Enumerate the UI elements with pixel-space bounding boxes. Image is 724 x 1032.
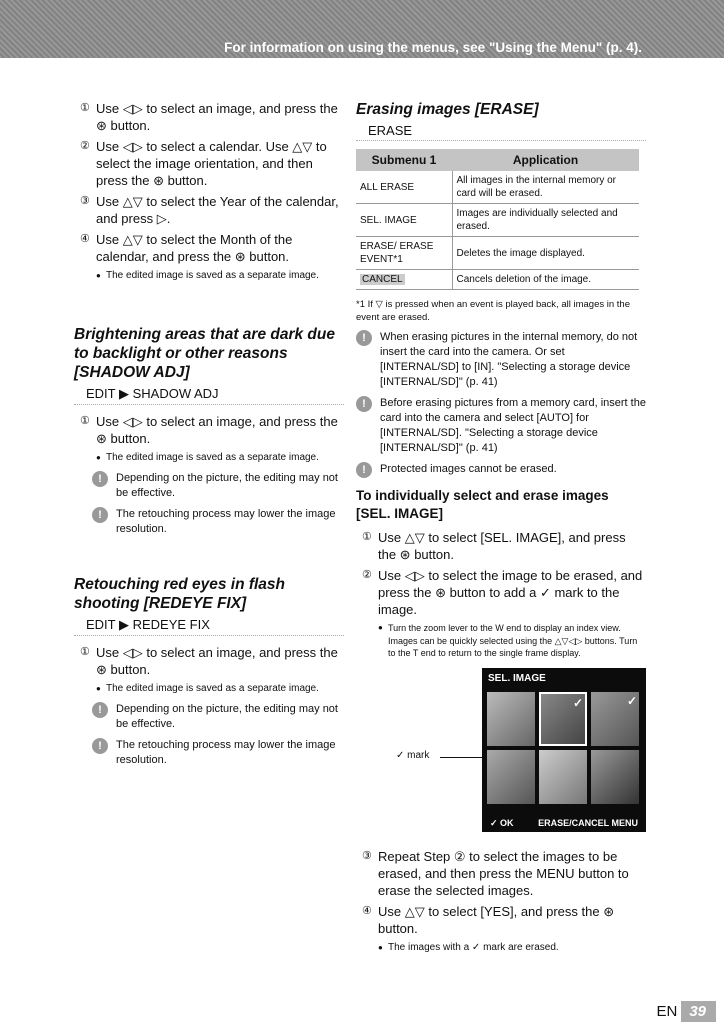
shadow-step-1: ① Use ◁▷ to select an image, and press the ⊛ button. bbox=[80, 414, 338, 446]
erase-cancel-indicator: ERASE/CANCEL MENU bbox=[538, 817, 638, 828]
erase-title: Erasing images [ERASE] bbox=[356, 101, 539, 118]
ok-indicator: ✓ OK bbox=[490, 817, 514, 828]
redeye-step-1: ① Use ◁▷ to select an image, and press the ⊛ button. bbox=[80, 645, 338, 677]
final-step-4: ④ Use △▽ to select [YES], and press the ⊛ button. bbox=[362, 903, 615, 936]
thumbnail-selected bbox=[539, 692, 587, 746]
check-icon: ✓ bbox=[626, 693, 637, 708]
sel-image-title: To individually select and erase images [SEL. IMAGE] bbox=[356, 488, 609, 521]
table-row: ALL ERASE All images in the internal memory or card will be erased. bbox=[356, 171, 639, 204]
thumbnail bbox=[591, 692, 639, 746]
thumbnail bbox=[487, 692, 535, 746]
caution-icon: ! bbox=[356, 462, 372, 478]
banner-text: For information on using the menus, see "Using the Menu" (p. 4). bbox=[224, 40, 642, 55]
sel-bullet: ● Turn the zoom lever to the W end to display an index view. Images can be quickly selected using the △▽◁▷ buttons. Turn to the T end to return to the single frame display. bbox=[356, 622, 646, 660]
calendar-bullet: ● The edited image is saved as a separate image. bbox=[74, 269, 344, 283]
sel-step-1: ① Use △▽ to select [SEL. IMAGE], and press the ⊛ button. bbox=[362, 530, 626, 562]
final-bullet: ● The images with a ✓ mark are erased. bbox=[356, 941, 646, 955]
thumbnail bbox=[591, 750, 639, 804]
redeye-note-2: ! The retouching process may lower the image resolution. bbox=[74, 738, 344, 768]
caution-icon: ! bbox=[92, 507, 108, 523]
redeye-bullet: ● The edited image is saved as a separate image. bbox=[74, 682, 344, 696]
sel-step-2: ② Use ◁▷ to select the image to be erased, and press the ⊛ button to add a ✓ mark to the image. bbox=[362, 568, 643, 617]
camera-screen-title: SEL. IMAGE bbox=[488, 672, 546, 684]
redeye-title: Retouching red eyes in flash shooting [REDEYE FIX] bbox=[74, 576, 286, 612]
final-step-3: ③ Repeat Step ② to select the images to be erased, and then press the MENU button to erase the selected images. bbox=[362, 848, 629, 898]
thumbnail bbox=[487, 750, 535, 804]
caution-icon: ! bbox=[92, 738, 108, 754]
check-icon: ✓ bbox=[572, 695, 583, 710]
redeye-menu-path: EDIT ▶ REDEYE FIX bbox=[74, 615, 344, 636]
caution-icon: ! bbox=[92, 702, 108, 718]
shadow-title: Brightening areas that are dark due to backlight or other reasons [SHADOW ADJ] bbox=[74, 326, 335, 381]
shadow-menu-path: EDIT ▶ SHADOW ADJ bbox=[74, 384, 344, 405]
caution-icon: ! bbox=[92, 471, 108, 487]
table-row: ERASE/ ERASE EVENT*1 Deletes the image displayed. bbox=[356, 237, 639, 270]
calendar-step-3: ③ Use △▽ to select the Year of the calendar, and press ▷. bbox=[80, 194, 339, 226]
caution-icon: ! bbox=[356, 396, 372, 412]
shadow-note-2: ! The retouching process may lower the image resolution. bbox=[74, 507, 344, 537]
caution-icon: ! bbox=[356, 330, 372, 346]
shadow-bullet: ● The edited image is saved as a separate image. bbox=[74, 451, 344, 465]
erase-note-3: ! Protected images cannot be erased. bbox=[356, 462, 646, 477]
erase-table-header: Submenu 1 Application bbox=[356, 149, 639, 171]
shadow-note-1: ! Depending on the picture, the editing may not be effective. bbox=[74, 471, 344, 501]
right-column bbox=[356, 100, 646, 959]
calendar-step-1: ① Use ◁▷ to select an image, and press the ⊛ button. bbox=[80, 101, 338, 133]
camera-footer bbox=[482, 814, 646, 832]
thumbnail-grid bbox=[487, 692, 641, 806]
header-banner bbox=[0, 0, 724, 58]
erase-note-2: ! Before erasing pictures from a memory card, insert the card into the camera and select [AUTO] for [INTERNAL/SD]. "Selecting a storage device [INTERNAL/SD]" (p. 41) bbox=[356, 396, 646, 456]
camera-illustration bbox=[356, 668, 646, 838]
mark-label: ✓ mark bbox=[396, 749, 430, 761]
table-row: CANCEL Cancels deletion of the image. bbox=[356, 270, 639, 290]
page-number: EN 39 bbox=[656, 1001, 716, 1022]
thumbnail bbox=[539, 750, 587, 804]
camera-screen bbox=[482, 668, 646, 832]
redeye-note-1: ! Depending on the picture, the editing may not be effective. bbox=[74, 702, 344, 732]
erase-table bbox=[356, 149, 639, 290]
erase-note-1: ! When erasing pictures in the internal memory, do not insert the card into the camera. Or set [INTERNAL/SD] to [IN]. "Selecting a storage device [INTERNAL/SD]" (p. 41) bbox=[356, 330, 646, 390]
left-column bbox=[74, 100, 344, 774]
calendar-step-4: ④ Use △▽ to select the Month of the calendar, and press the ⊛ button. bbox=[80, 232, 293, 264]
calendar-step-2: ② Use ◁▷ to select a calendar. Use △▽ to select the image orientation, and then press the ⊛ button. bbox=[80, 139, 327, 188]
table-row: SEL. IMAGE Images are individually selected and erased. bbox=[356, 204, 639, 237]
footnote: *1 If ▽ is pressed when an event is played back, all images in the event are erased. bbox=[356, 299, 630, 323]
erase-menu-path: ERASE bbox=[356, 121, 646, 141]
